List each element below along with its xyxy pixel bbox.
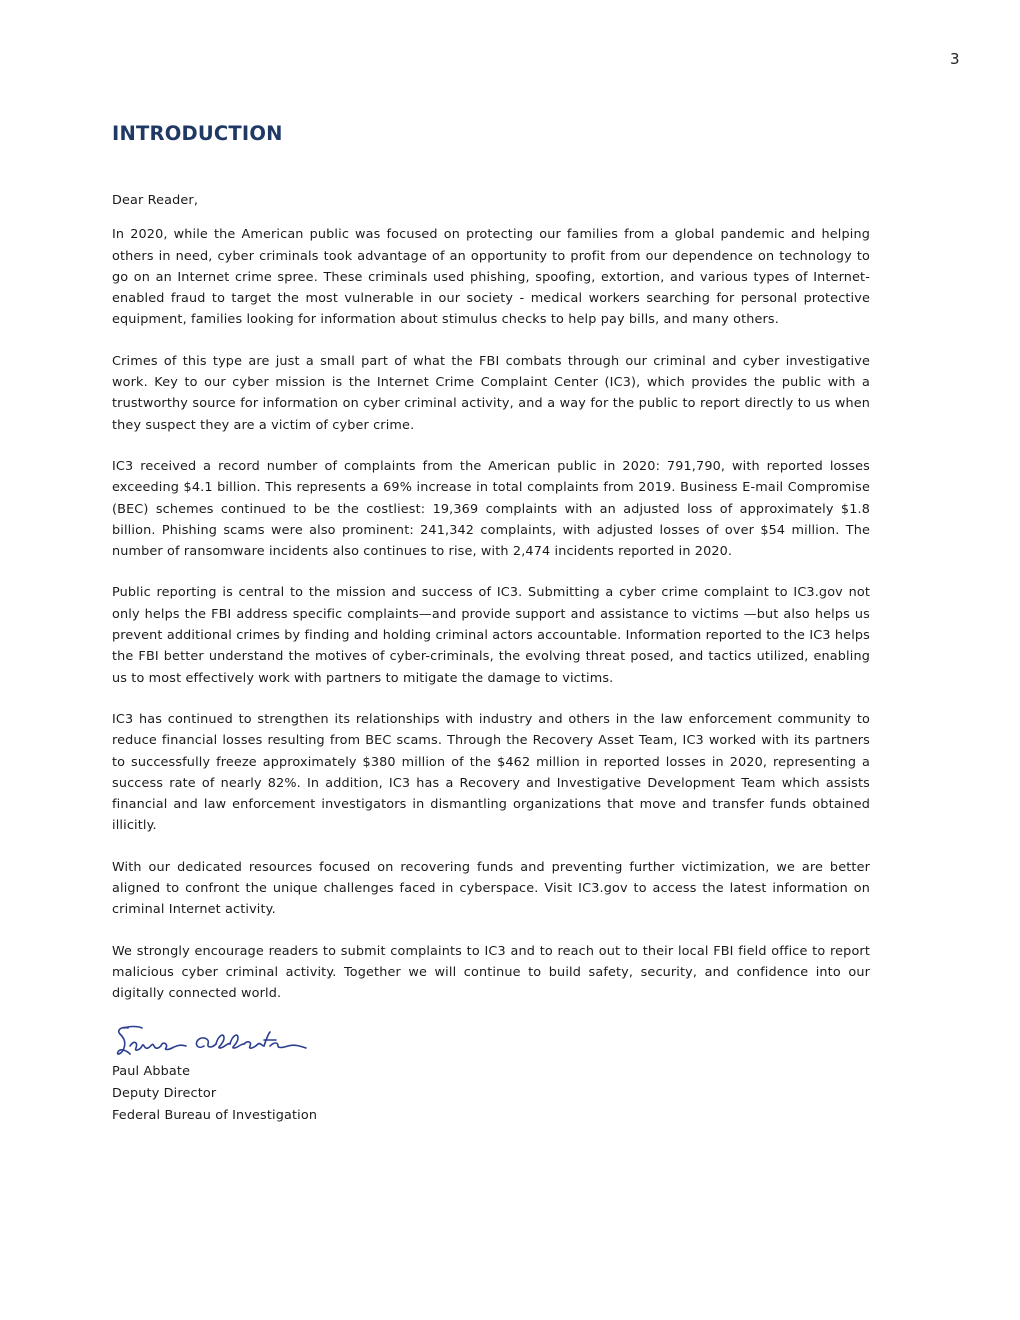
letter-body: [112, 190, 870, 1025]
paragraph-3: IC3 received a record number of complaints from the American public in 2020: 791,790, with reported losses exceeding $4.1 billion. This represents a 69% increase in total complaints from 2019. Business E-mail Compromise (BEC) schemes continued to be the costliest: 19,369 complaints with an adjusted loss of approximately $1.8 billion. Phishing scams were also prominent: 241,342 complaints, with adjusted losses of over $54 million. The number of ransomware incidents also continues to rise, with 2,474 incidents reported in 2020.: [112, 458, 870, 560]
paragraph-4: Public reporting is central to the mission and success of IC3. Submitting a cyber crime complaint to IC3.gov not only helps the FBI address specific complaints—and provide support and assistance to victims —but also helps us prevent additional crimes by finding and holding criminal actors accountable. Information reported to the IC3 helps the FBI better understand the motives of cyber-criminals, the evolving threat posed, and tactics utilized, enabling us to most effectively work with partners to mitigate the damage to victims.: [112, 585, 870, 686]
signer-title: Deputy Director: [112, 1085, 217, 1101]
signer-organization: Federal Bureau of Investigation: [112, 1107, 318, 1123]
paragraph-2: Crimes of this type are just a small part of what the FBI combats through our criminal and cyber investigative work. Key to our cyber mission is the Internet Crime Complaint Center (IC3), which provides the public with a trustworthy source for information on cyber criminal activity, and a way for the public to report directly to us when they suspect they are a victim of cyber crime.: [112, 353, 870, 433]
signoff-block: [112, 1061, 317, 1126]
signature-image: [112, 1020, 312, 1062]
paragraph-1: In 2020, while the American public was focused on protecting our families from a global pandemic and helping others in need, cyber criminals took advantage of an opportunity to profit from our dependence on technology to go on an Internet crime spree. These criminals used phishing, spoofing, extortion, and various types of Internet-enabled fraud to target the most vulnerable in our society - medical workers searching for personal protective equipment, families looking for information about stimulus checks to help pay bills, and many others.: [112, 227, 870, 328]
paragraph-6: With our dedicated resources focused on recovering funds and preventing further victimization, we are better aligned to confront the unique challenges faced in cyberspace. Visit IC3.gov to access the latest information on criminal Internet activity.: [112, 859, 870, 918]
page-title: INTRODUCTION: [112, 122, 283, 145]
salutation: Dear Reader,: [112, 193, 199, 208]
page-number: 3: [950, 50, 961, 68]
paragraph-7: We strongly encourage readers to submit complaints to IC3 and to reach out to their local FBI field office to report malicious cyber criminal activity. Together we will continue to build safety, security, and confidence into our digitally connected world.: [112, 943, 870, 1002]
signer-name: Paul Abbate: [112, 1064, 191, 1079]
paragraph-5: IC3 has continued to strengthen its relationships with industry and others in the law enforcement community to reduce financial losses resulting from BEC scams. Through the Recovery Asset Team, IC3 worked with its partners to successfully freeze approximately $380 million of the $462 million in reported losses in 2020, representing a success rate of nearly 82%. In addition, IC3 has a Recovery and Investigative Development Team which assists financial and law enforcement investigators in dismantling organizations that move and transfer funds obtained illicitly.: [112, 711, 870, 834]
